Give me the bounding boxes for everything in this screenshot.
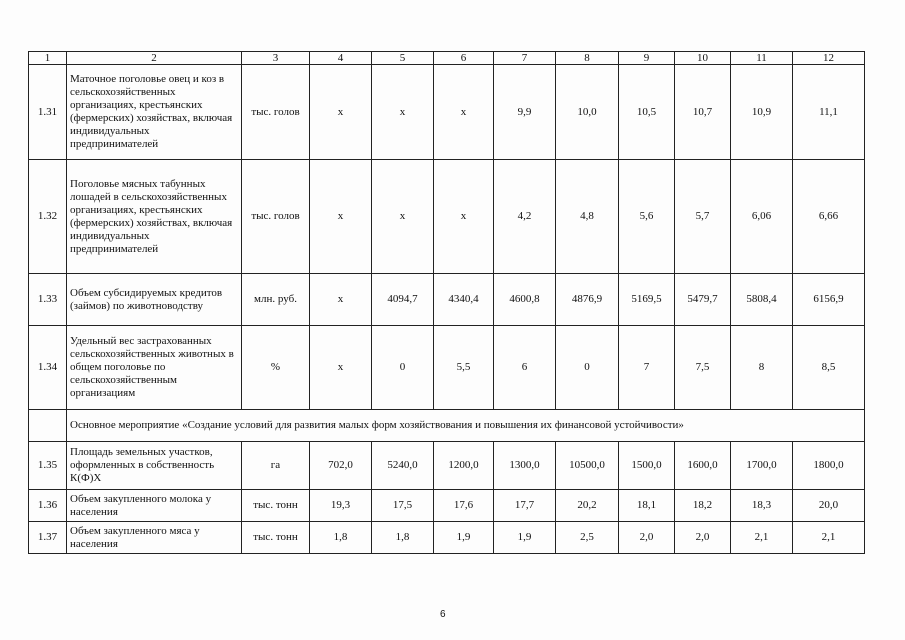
value-cell: 2,1 xyxy=(793,522,865,554)
column-number: 7 xyxy=(494,52,556,65)
value-cell: 4,8 xyxy=(556,160,619,274)
column-number: 5 xyxy=(372,52,434,65)
value-cell: 20,2 xyxy=(556,490,619,522)
column-number: 12 xyxy=(793,52,865,65)
value-cell: 4600,8 xyxy=(494,274,556,326)
value-cell: 1500,0 xyxy=(619,442,675,490)
column-number: 4 xyxy=(310,52,372,65)
indicator-name: Удельный вес застрахованных сельскохозяйственных животных в общем поголовье по сельскохозяйственным организациям xyxy=(67,326,242,410)
indicator-name: Маточное поголовье овец и коз в сельскохозяйственных организациях, крестьянских (фермерских) хозяйствах, включая индивидуальных предпринимателей xyxy=(67,65,242,160)
value-cell: 6 xyxy=(494,326,556,410)
value-cell: x xyxy=(372,65,434,160)
column-number: 3 xyxy=(242,52,310,65)
value-cell: 19,3 xyxy=(310,490,372,522)
table-row xyxy=(29,490,865,522)
table-row xyxy=(29,274,865,326)
unit: тыс. тонн xyxy=(242,490,310,522)
value-cell: 11,1 xyxy=(793,65,865,160)
value-cell: 10,9 xyxy=(731,65,793,160)
row-number: 1.37 xyxy=(29,522,67,554)
indicator-name: Объем закупленного мяса у населения xyxy=(67,522,242,554)
value-cell: 5,5 xyxy=(434,326,494,410)
value-cell: 4340,4 xyxy=(434,274,494,326)
unit: тыс. голов xyxy=(242,65,310,160)
value-cell: 17,6 xyxy=(434,490,494,522)
row-number: 1.33 xyxy=(29,274,67,326)
value-cell: 6156,9 xyxy=(793,274,865,326)
value-cell: 702,0 xyxy=(310,442,372,490)
value-cell: 6,06 xyxy=(731,160,793,274)
value-cell: x xyxy=(434,65,494,160)
unit: тыс. голов xyxy=(242,160,310,274)
indicator-name: Объем закупленного молока у населения xyxy=(67,490,242,522)
column-number: 8 xyxy=(556,52,619,65)
value-cell: 2,0 xyxy=(619,522,675,554)
value-cell: 5169,5 xyxy=(619,274,675,326)
value-cell: 1800,0 xyxy=(793,442,865,490)
value-cell: 1,9 xyxy=(494,522,556,554)
value-cell: 2,1 xyxy=(731,522,793,554)
indicators-table xyxy=(28,51,865,554)
value-cell: 0 xyxy=(556,326,619,410)
value-cell: 20,0 xyxy=(793,490,865,522)
row-number: 1.35 xyxy=(29,442,67,490)
column-number: 10 xyxy=(675,52,731,65)
unit: га xyxy=(242,442,310,490)
value-cell: 5808,4 xyxy=(731,274,793,326)
value-cell: 1,8 xyxy=(310,522,372,554)
page-number: 6 xyxy=(440,609,446,620)
value-cell: 10500,0 xyxy=(556,442,619,490)
value-cell: x xyxy=(372,160,434,274)
section-title: Основное мероприятие «Создание условий для развития малых форм хозяйствования и повышения их финансовой устойчивости» xyxy=(67,410,865,442)
value-cell: 2,0 xyxy=(675,522,731,554)
value-cell: 6,66 xyxy=(793,160,865,274)
value-cell: 1700,0 xyxy=(731,442,793,490)
value-cell: 17,7 xyxy=(494,490,556,522)
table-row xyxy=(29,326,865,410)
value-cell: x xyxy=(310,274,372,326)
column-number: 2 xyxy=(67,52,242,65)
row-number: 1.36 xyxy=(29,490,67,522)
value-cell: 10,5 xyxy=(619,65,675,160)
value-cell: 4,2 xyxy=(494,160,556,274)
indicator-name: Площадь земельных участков, оформленных в собственность К(Ф)Х xyxy=(67,442,242,490)
value-cell: 9,9 xyxy=(494,65,556,160)
value-cell: x xyxy=(310,65,372,160)
unit: % xyxy=(242,326,310,410)
value-cell: x xyxy=(310,326,372,410)
value-cell: 2,5 xyxy=(556,522,619,554)
value-cell: 17,5 xyxy=(372,490,434,522)
value-cell: 8,5 xyxy=(793,326,865,410)
row-number: 1.34 xyxy=(29,326,67,410)
value-cell: 18,1 xyxy=(619,490,675,522)
column-number: 11 xyxy=(731,52,793,65)
value-cell: x xyxy=(434,160,494,274)
value-cell: 1600,0 xyxy=(675,442,731,490)
value-cell: 1300,0 xyxy=(494,442,556,490)
value-cell: 4094,7 xyxy=(372,274,434,326)
value-cell: 1,8 xyxy=(372,522,434,554)
value-cell: 5,7 xyxy=(675,160,731,274)
column-number: 6 xyxy=(434,52,494,65)
table-row xyxy=(29,442,865,490)
value-cell: 18,3 xyxy=(731,490,793,522)
unit: млн. руб. xyxy=(242,274,310,326)
value-cell: 10,0 xyxy=(556,65,619,160)
column-number: 9 xyxy=(619,52,675,65)
section-row xyxy=(29,410,865,442)
row-number: 1.32 xyxy=(29,160,67,274)
value-cell: 7 xyxy=(619,326,675,410)
value-cell: 4876,9 xyxy=(556,274,619,326)
row-number: 1.31 xyxy=(29,65,67,160)
column-number: 1 xyxy=(29,52,67,65)
value-cell: 0 xyxy=(372,326,434,410)
value-cell: 5,6 xyxy=(619,160,675,274)
table-row xyxy=(29,160,865,274)
table-row xyxy=(29,522,865,554)
indicator-name: Объем субсидируемых кредитов (займов) по животноводству xyxy=(67,274,242,326)
value-cell: 7,5 xyxy=(675,326,731,410)
value-cell: 18,2 xyxy=(675,490,731,522)
value-cell: 1200,0 xyxy=(434,442,494,490)
value-cell: 1,9 xyxy=(434,522,494,554)
value-cell: 5240,0 xyxy=(372,442,434,490)
indicator-name: Поголовье мясных табунных лошадей в сельскохозяйственных организациях, крестьянских (фермерских) хозяйствах, включая индивидуальных предпринимателей xyxy=(67,160,242,274)
unit: тыс. тонн xyxy=(242,522,310,554)
value-cell: 10,7 xyxy=(675,65,731,160)
value-cell: x xyxy=(310,160,372,274)
table-row xyxy=(29,65,865,160)
value-cell: 8 xyxy=(731,326,793,410)
column-number-row xyxy=(29,52,865,65)
value-cell: 5479,7 xyxy=(675,274,731,326)
